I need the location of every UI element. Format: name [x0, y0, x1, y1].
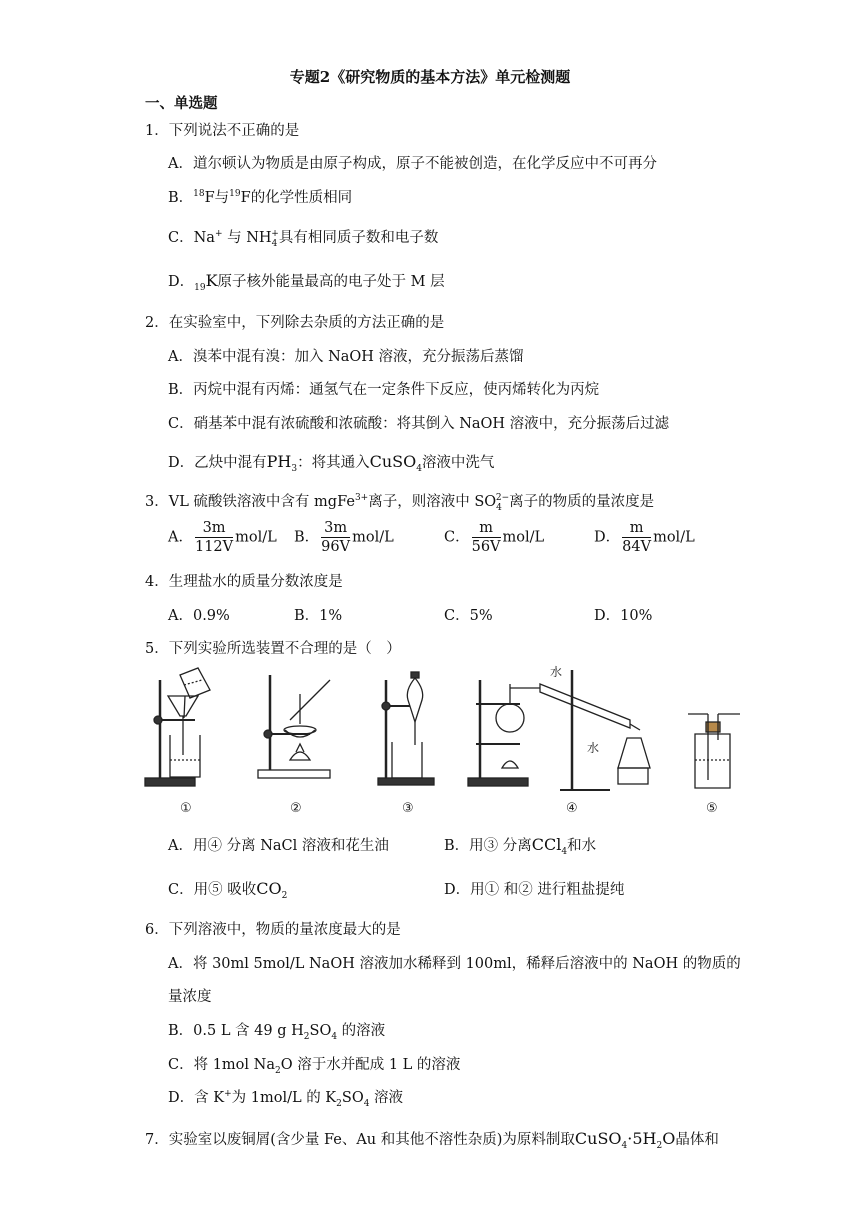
apparatus-3-separatory-funnel: [378, 672, 434, 785]
q1-option-d: D．$_{19}$K原子核外能量最高的电子处于 M 层: [168, 271, 445, 293]
apparatus-1-filtration: [145, 668, 210, 786]
q6-option-a-line1: A．将 30ml 5mol/L NaOH 溶液加水稀释到 100ml，稀释后溶液中的 NaOH 的物质的: [168, 956, 741, 972]
q6-option-a-line2: 量浓度: [168, 989, 212, 1005]
q5-option-c: C．用⑤ 吸收$CO_2$: [168, 879, 288, 901]
page-title: 专题2《研究物质的基本方法》单元检测题: [289, 68, 571, 86]
q5-option-b: B．用③ 分离CCl$_4$和水: [444, 835, 597, 857]
q4-option-d: D．10%: [594, 608, 653, 624]
q1-option-a: A．道尔顿认为物质是由原子构成，原子不能被创造，在化学反应中不可再分: [168, 156, 657, 172]
question-6-stem: 6．下列溶液中，物质的量浓度最大的是: [145, 922, 401, 938]
section-heading: 一、单选题: [145, 95, 218, 112]
q2-option-d: D．乙炔中混有$PH_3$：将其通入CuSO$_4$溶液中洗气: [168, 452, 495, 474]
q6-option-d: D．含 K+为 1mol/L 的 $K_2SO_4$ 溶液: [168, 1089, 404, 1109]
q5-option-a: A．用④ 分离 NaCl 溶液和花生油: [168, 838, 389, 854]
q6-option-b: B．0.5 L 含 49 g $H_2SO_4$ 的溶液: [168, 1023, 386, 1042]
q3-option-b: B． $\frac{3m}{96V}$ mol/L: [294, 520, 394, 555]
question-5-stem: 5．下列实验所选装置不合理的是（ ）: [145, 641, 401, 657]
figure-label-4: ④: [566, 801, 578, 816]
figure-label-3: ③: [402, 801, 414, 816]
question-3-stem: 3．VL 硫酸铁溶液中含有 mgFe$^{3+}$离子，则溶液中 $SO_4^{2-}$离子的物质的量浓度是: [145, 493, 655, 513]
q5-option-d: D．用① 和② 进行粗盐提纯: [444, 882, 625, 898]
apparatus-5-gas-washing-bottle: [688, 714, 740, 788]
question-7-stem: 7．实验室以废铜屑(含少量 Fe、Au 和其他不溶性杂质)为原料制取$CuSO_4\cdot 5H_2O$晶体和: [145, 1129, 719, 1151]
figure-label-1: ①: [180, 801, 192, 816]
apparatus-4-distillation: [468, 664, 650, 790]
apparatus-figure: [140, 660, 750, 820]
q6-option-c: C．将 1mol $Na_2O$ 溶于水并配成 1 L 的溶液: [168, 1057, 461, 1076]
q1-option-c: C．Na+ 与 $NH_4^+$具有相同质子数和电子数: [168, 229, 439, 249]
q3-option-a: A． $\frac{3m}{112V}$ mol/L: [168, 520, 277, 555]
water-outlet-label: 水: [587, 741, 600, 755]
question-1-stem: 1．下列说法不正确的是: [145, 123, 300, 139]
question-2-stem: 2．在实验室中，下列除去杂质的方法正确的是: [145, 315, 445, 331]
q4-option-b: B．1%: [294, 608, 343, 624]
water-inlet-label: 水: [550, 665, 563, 679]
q3-option-c: C． $\frac{m}{56V}$ mol/L: [444, 520, 545, 555]
q4-option-c: C．5%: [444, 608, 493, 624]
apparatus-2-evaporation: [258, 675, 330, 778]
q3-option-d: D． $\frac{m}{84V}$ mol/L: [594, 520, 695, 555]
q4-option-a: A．0.9%: [168, 608, 230, 624]
q2-option-a: A．溴苯中混有溴：加入 NaOH 溶液，充分振荡后蒸馏: [168, 349, 524, 365]
q2-option-b: B．丙烷中混有丙烯：通氢气在一定条件下反应，使丙烯转化为丙烷: [168, 382, 600, 398]
q2-option-c: C．硝基苯中混有浓硫酸和浓硫酸：将其倒入 NaOH 溶液中，充分振荡后过滤: [168, 416, 670, 432]
figure-label-5: ⑤: [706, 801, 718, 816]
question-4-stem: 4．生理盐水的质量分数浓度是: [145, 574, 343, 590]
q1-option-b: B．$^{18}$F与$^{19}$F的化学性质相同: [168, 189, 353, 206]
figure-label-2: ②: [290, 801, 302, 816]
